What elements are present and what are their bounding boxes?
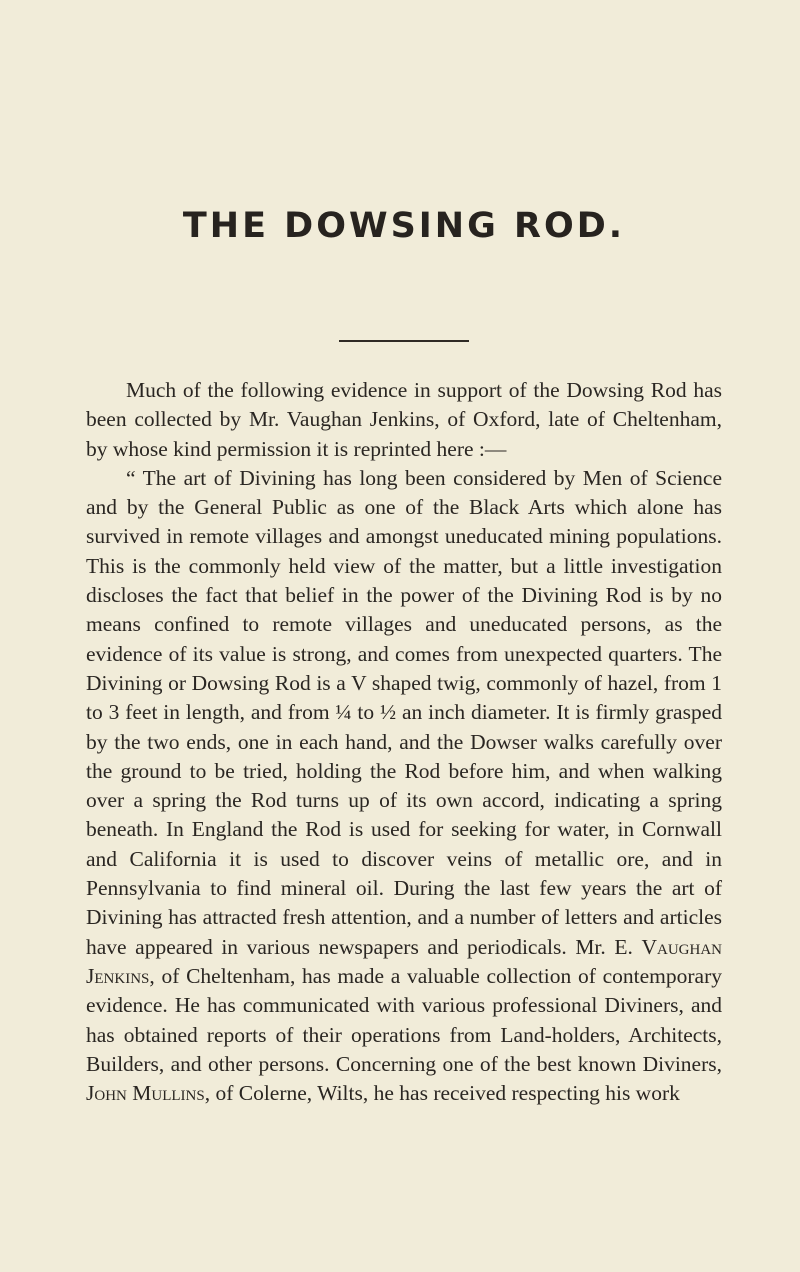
title-divider [339, 340, 469, 342]
quote-text-1: “ The art of Divining has long been considered by Men of Science and by the General Public as one of the Black Arts which alone has survived in remote villages and amongst uneducated mining populations. This is the commonly held view of the matter, but a little investigation discloses the fact that belief in the power of the Divining Rod is by no means confined to remote villages and uneducated persons, as the evidence of its value is strong, and comes from unexpected quarters. The Divining or Dowsing Rod is a V shaped twig, commonly of hazel, from 1 to 3 feet in length, and from ¼ to ½ an inch diameter. It is firmly grasped by the two ends, one in each hand, and the Dowser walks carefully over the ground to be tried, holding the Rod before him, and when walking over a spring the Rod turns up of its own accord, indicating a spring beneath. In England the Rod is used for seeking for water, in Cornwall and California it is used to discover veins of metallic ore, and in Pennsylvania to find mineral oil. During the last few years the art of Divining has attracted fresh attention, and a number of letters and articles have appeared in various newspapers and periodicals. Mr. E. [86, 465, 722, 959]
name-vaughan-jenkins: Vaughan Jenkins [86, 934, 722, 988]
quote-text-2: , of Cheltenham, has made a valuable collection of contemporary evidence. He has communicated with various professional Diviners, and has obtained reports of their operations from Land-holders, Architects, Builders, and other persons. Concerning one of the best known Diviners, [86, 963, 722, 1076]
page-title: THE DOWSING ROD. [182, 206, 626, 246]
quote-paragraph [86, 464, 722, 1109]
name-john-mullins: John Mullins [86, 1081, 205, 1106]
quote-text-3: , of Colerne, Wilts, he has received respecting his work [204, 1081, 680, 1106]
intro-paragraph: Much of the following evidence in support of the Dowsing Rod has been collected by Mr. Vaughan Jenkins, of Oxford, late of Cheltenham, by whose kind permission it is reprinted here :— [86, 378, 722, 461]
body-text [86, 376, 722, 1108]
